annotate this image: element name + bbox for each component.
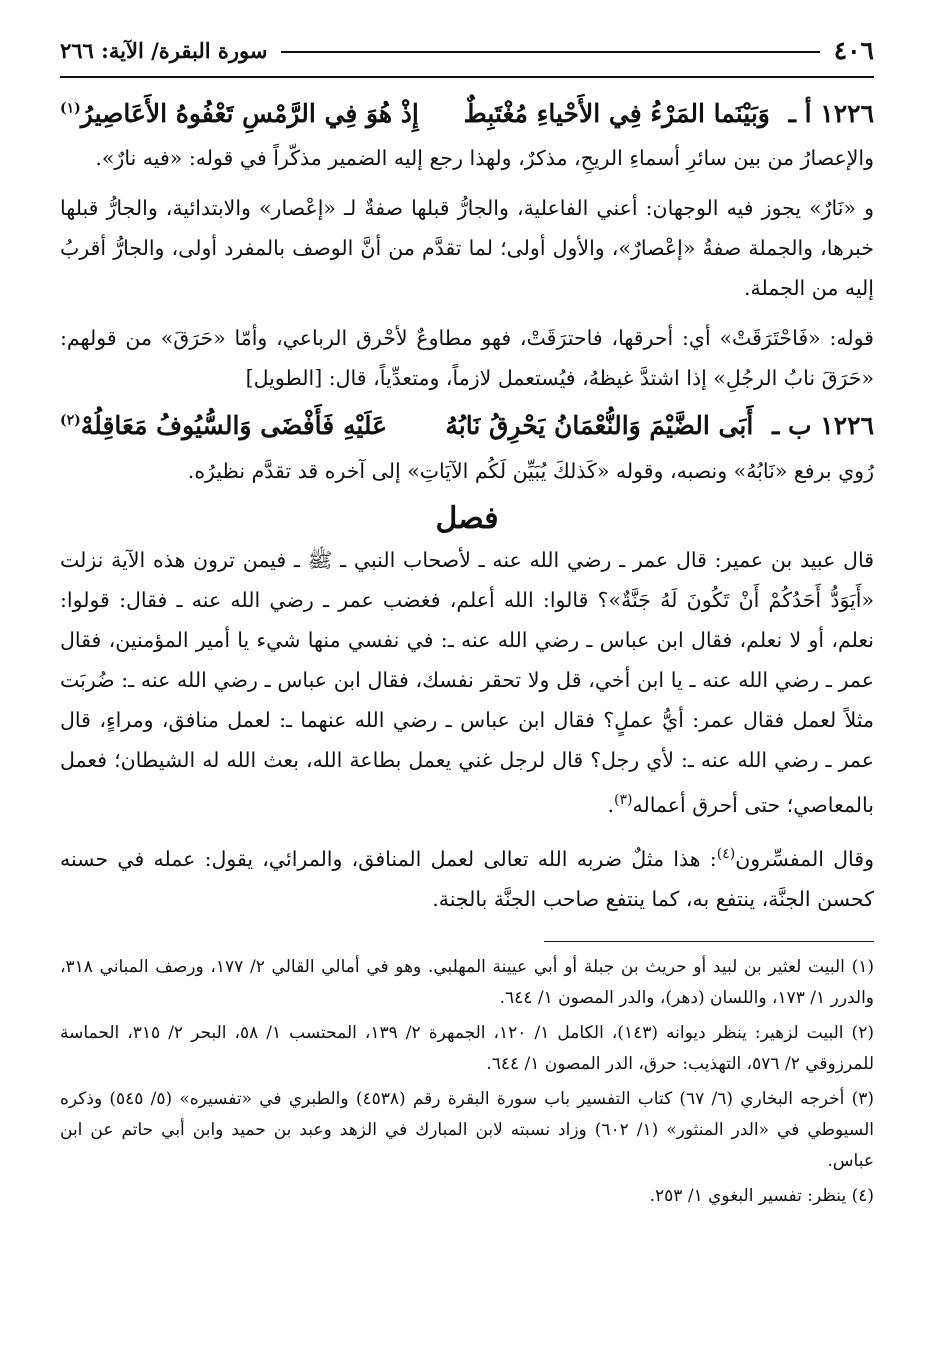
footnote-4: (٤) ينظر: تفسير البغوي ١/ ٢٥٣. bbox=[649, 1186, 874, 1207]
verse-1226a-first-hemistich bbox=[464, 96, 874, 132]
verse-1226b bbox=[60, 408, 874, 444]
paragraph-5-text: قال عبيد بن عمير: قال عمر ـ رضي الله عنه ـ لأصحاب النبي ـ ﷺ ـ فيمن ترون هذه الآية نزلت «أَيَوَدُّ أَحَدُكُمْ أَنْ تَكُونَ لَهُ جَنَّةٌ»؟ قالوا: الله أعلم، فغضب عمر ـ رضي الله عنه ـ فقال: قولوا: نعلم، أو لا نعلم، فقال ابن عباس ـ رضي الله عنه ـ: في نفسي منها شيء يا أمير المؤمنين، فقال عمر ـ رضي الله عنه ـ يا ابن أخي، قل ولا تحقر نفسك، فقال ابن عباس ـ رضي الله عنه ـ: ضُربَت مثلاً لعمل فقال عمر: أيُّ عملٍ؟ فقال ابن عباس ـ رضي الله عنهما ـ: لعمل منافق، ومراءٍ، قال عمر ـ رضي الله عنه ـ: لأي رجل؟ قال لرجل غني يعمل بطاعة الله، بعث الله له الشيطان؛ فعمل بالمعاصي؛ حتى أحرق أعماله bbox=[60, 547, 874, 817]
footnote-3: (٣) أخرجه البخاري (٦/ ٦٧) كتاب التفسير باب سورة البقرة رقم (٤٥٣٨) والطبري في «تفسيره» (٥/ ٥٤٥) وذكره السيوطي في «الدر المنثور» (١/ ٦٠٢) وزاد نسبته لابن المبارك في الزهد وعبد بن حميد وابن أبي حاتم عن ابن عباس. bbox=[60, 1089, 874, 1172]
footnote-2: (٢) البيت لزهير: ينظر ديوانه (١٤٣)، الكامل ١/ ١٢٠، الجمهرة ٢/ ١٣٩، المحتسب ١/ ٥٨، البحر ٢/ ٣١٥، الحماسة للمرزوقي ٢/ ٥٧٦، التهذيب: حرق، الدر المصون ١/ ٦٤٤. bbox=[60, 1023, 874, 1075]
footnote-1: (١) البيت لعثير بن لبيد أو حريث بن جبلة أو أبي عيينة المهلبي. وهو في أمالي القالي ٢/ ١٧٧، ورصف المباني ٣١٨، والدرر ١/ ١٧٣، واللسان (دهر)، والدر المصون ١/ ٦٤٤. bbox=[60, 957, 874, 1009]
verse-1226a-hemistich-2: إِذْ هُوَ فِي الرَّمْسِ تَعْفُوهُ الأَعَاصِيرُ bbox=[80, 99, 419, 128]
header-rule bbox=[281, 51, 819, 53]
verse-1226a-number: ١٢٢٦ أ ـ bbox=[788, 99, 874, 128]
running-title: سورة البقرة/ الآية: ٢٦٦ bbox=[60, 37, 268, 63]
paragraph-1: والإعصارُ من بين سائرِ أسماءِ الريحِ، مذكرٌ، ولهذا رجع إليه الضمير مذكّراً في قوله: «فيه نارٌ». bbox=[95, 146, 874, 171]
paragraph-6-text: : هذا مثلٌ ضربه الله تعالى لعمل المنافق، والمرائي، يقول: عمله في حسنه كحسن الجنَّة، ينتفع به، كما ينتفع صاحب الجنَّة بالجنة. bbox=[60, 847, 874, 912]
verse-1226a-second-hemistich bbox=[60, 96, 419, 132]
verse-1226b-hemistich-2: عَلَيْهِ فَأَفْضَى وَالسُّيُوفُ مَعَاقِلُهْ bbox=[80, 411, 388, 441]
verse-1226b-number: ١٢٢٦ ب ـ bbox=[772, 411, 874, 441]
page-number: ٤٠٦ bbox=[833, 35, 874, 65]
footnote-separator bbox=[544, 941, 874, 942]
verse-1226a-hemistich-1: وَبَيْنَما المَرْءُ فِي الأَحْياءِ مُغْتَبِطٌ bbox=[463, 99, 770, 128]
paragraph-4: رُوي برفع «نَابُهُ» ونصبه، وقوله «كَذلكَ يُبَيِّن لَكُم الآيَاتِ» إلى آخره قد تقدَّم نظيرُه. bbox=[187, 458, 874, 483]
paragraph-3: قوله: «فَاحْتَرَقَتْ» أي: أحرقها، فاحترَقَتْ، فهو مطاوعٌ لأحْرق الرباعي، وأمّا «حَرَقَ» من قولهم: «حَرَقَ نابُ الرجُلِ» إذا اشتدَّ غيظهُ، فيُستعمل لازماً، ومتعدِّياً، قال: [الطويل] bbox=[60, 326, 874, 391]
footnote-ref-2[interactable]: (٢) bbox=[60, 412, 81, 429]
footnote-ref-4[interactable]: (٤) bbox=[716, 846, 736, 863]
section-heading: فصل bbox=[435, 500, 499, 536]
verse-1226b-second-hemistich bbox=[60, 408, 387, 444]
paragraph-5: قال عبيد بن عمير: قال عمر ـ رضي الله عنه ـ لأصحاب النبي ـ ﷺ ـ فيمن ترون هذه الآية نزلت «أَيَوَدُّ أَحَدُكُمْ أَنْ تَكُونَ لَهُ جَنَّةٌ»؟ قالوا: الله أعلم، فغضب عمر ـ رضي الله عنه ـ فقال: قولوا: نعلم، أو لا نعلم، فقال ابن عباس ـ رضي الله عنه ـ: في نفسي منها شيء يا أمير المؤمنين، فقال عمر ـ رضي الله عنه ـ يا ابن أخي، قل ولا تحقر نفسك، فقال ابن عباس ـ رضي الله عنه ـ: ضُربَت مثلاً لعمل فقال عمر: أيُّ عملٍ؟ فقال ابن عباس ـ رضي الله عنهما ـ: لعمل منافق، ومراءٍ، قال عمر ـ رضي الله عنه ـ: لأي رجل؟ قال لرجل غني يعمل بطاعة الله، بعث الله له الشيطان؛ فعمل بالمعاصي؛ حتى أحرق أعماله$^{(٣)}$. bbox=[60, 547, 874, 817]
verse-1226b-first-hemistich bbox=[445, 408, 874, 444]
paragraph-6 bbox=[60, 834, 874, 919]
paragraph-6-lead: وقال المفسِّرون bbox=[735, 847, 874, 872]
footnote-ref-3[interactable]: (٣) bbox=[613, 791, 633, 808]
header-divider bbox=[60, 76, 874, 78]
page-header bbox=[60, 30, 874, 70]
footnote-ref-1[interactable]: (١) bbox=[60, 100, 81, 117]
verse-1226b-hemistich-1: أَبَى الضَّيْمَ وَالنُّعْمَانُ يَحْرِقُ نَابُهُ bbox=[445, 411, 754, 441]
paragraph-2: و «نَارٌ» يجوز فيه الوجهان: أعني الفاعلية، والجارُّ قبلها صفةٌ لـ «إعْصار» والابتدائية، والجارُّ قبلها خبرها، والجملة صفةُ «إعْصارٌ»، والأول أولى؛ لما تقدَّم من أنَّ الوصف بالمفرد أولى، والجارُّ أقربُ إليه من الجملة. bbox=[60, 196, 874, 301]
footnotes bbox=[60, 952, 874, 1212]
verse-1226a bbox=[60, 96, 874, 132]
